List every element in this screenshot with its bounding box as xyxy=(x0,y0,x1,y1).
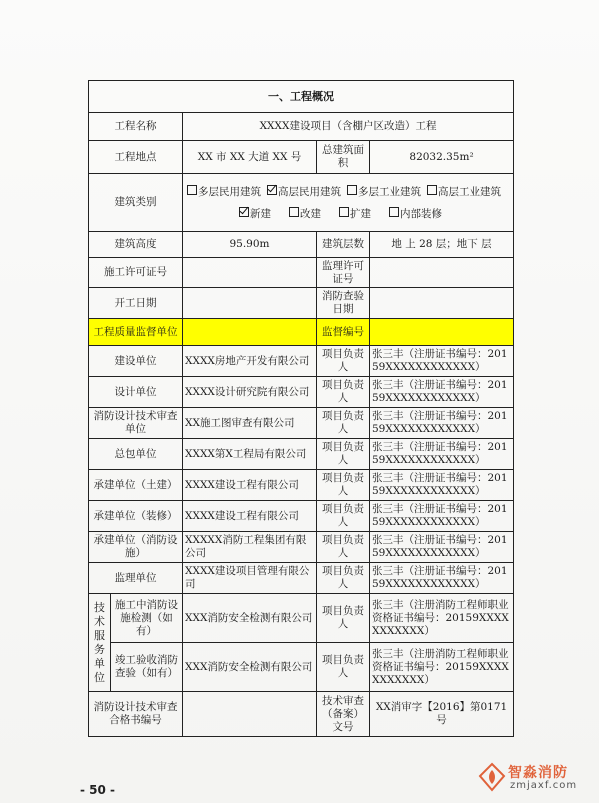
supervision-code-label: 监督编号 xyxy=(317,319,370,346)
checkbox-label: 高层工业建筑 xyxy=(438,185,501,198)
checkbox-empty-icon xyxy=(339,207,349,217)
start-date-value xyxy=(183,288,317,319)
tech-service-person: 张三丰（注册消防工程师职业资格证书编号：20159XXXXXXXXXXX） xyxy=(370,594,514,643)
construction-type-options xyxy=(185,203,511,225)
unit-person: 张三丰（注册证书编号：20159XXXXXXXXXXXX） xyxy=(370,470,514,501)
unit-label: 消防设计技术审查单位 xyxy=(89,408,183,439)
review-doc-value: XX消审字【2016】第0171号 xyxy=(370,692,514,737)
page-number: - 50 - xyxy=(80,783,116,797)
checkbox-option xyxy=(339,207,371,221)
checkbox-option xyxy=(289,207,321,221)
unit-row xyxy=(89,439,514,470)
unit-label: 总包单位 xyxy=(89,439,183,470)
checkbox-option xyxy=(389,207,442,221)
unit-person: 张三丰（注册证书编号：20159XXXXXXXXXXXX） xyxy=(370,501,514,532)
project-overview-table xyxy=(88,80,514,737)
unit-row xyxy=(89,346,514,377)
unit-label: 监理单位 xyxy=(89,563,183,594)
project-name-value: XXXX建设项目（含棚户区改造）工程 xyxy=(183,113,514,141)
checkbox-empty-icon xyxy=(289,207,299,217)
brand-logo xyxy=(478,760,593,796)
checkbox-option xyxy=(187,185,261,199)
area-value: 82032.35m² xyxy=(370,141,514,174)
checkbox-checked-icon xyxy=(267,185,277,195)
tech-service-name: XXX消防安全检测有限公司 xyxy=(183,594,317,643)
supervision-code-value xyxy=(370,319,514,346)
unit-role: 项目负责人 xyxy=(317,501,370,532)
unit-name: XXXXX消防工程集团有限公司 xyxy=(183,532,317,563)
tech-service-name: XXX消防安全检测有限公司 xyxy=(183,643,317,692)
checkbox-option xyxy=(267,185,341,199)
height-value: 95.90m xyxy=(183,232,317,258)
unit-name: XXXX建设工程有限公司 xyxy=(183,501,317,532)
area-label: 总建筑面积 xyxy=(317,141,370,174)
tech-service-person: 张三丰（注册消防工程师职业资格证书编号：20159XXXXXXXXXXX） xyxy=(370,643,514,692)
unit-row xyxy=(89,563,514,594)
unit-person: 张三丰（注册证书编号：20159XXXXXXXXXXXX） xyxy=(370,346,514,377)
inspection-date-label: 消防查验日期 xyxy=(317,288,370,319)
start-date-label: 开工日期 xyxy=(89,288,183,319)
quality-supervisor-label: 工程质量监督单位 xyxy=(89,319,183,346)
unit-person: 张三丰（注册证书编号：20159XXXXXXXXXXXX） xyxy=(370,532,514,563)
project-name-label: 工程名称 xyxy=(89,113,183,141)
unit-row xyxy=(89,408,514,439)
checkbox-label: 内部装修 xyxy=(400,207,442,220)
building-type-label: 建筑类别 xyxy=(89,174,183,232)
height-label: 建筑高度 xyxy=(89,232,183,258)
unit-person: 张三丰（注册证书编号：20159XXXXXXXXXXXX） xyxy=(370,377,514,408)
checkbox-label: 高层民用建筑 xyxy=(278,185,341,198)
unit-name: XXXX第X工程局有限公司 xyxy=(183,439,317,470)
unit-person: 张三丰（注册证书编号：20159XXXXXXXXXXXX） xyxy=(370,563,514,594)
permit-label: 施工许可证号 xyxy=(89,258,183,288)
inspection-date-value xyxy=(370,288,514,319)
unit-label: 建设单位 xyxy=(89,346,183,377)
review-cert-value xyxy=(183,692,317,737)
checkbox-label: 新建 xyxy=(250,207,271,220)
unit-row xyxy=(89,377,514,408)
unit-name: XX施工图审查有限公司 xyxy=(183,408,317,439)
tech-service-role: 项目负责人 xyxy=(317,643,370,692)
unit-row xyxy=(89,470,514,501)
floors-value: 地 上 28 层；地下 层 xyxy=(370,232,514,258)
review-cert-label: 消防设计技术审查合格书编号 xyxy=(89,692,183,737)
unit-role: 项目负责人 xyxy=(317,346,370,377)
tech-service-row xyxy=(89,643,514,692)
tech-service-label: 施工中消防设施检测（如有） xyxy=(111,594,183,643)
checkbox-label: 多层民用建筑 xyxy=(198,185,261,198)
unit-person: 张三丰（注册证书编号：20159XXXXXXXXXXXX） xyxy=(370,439,514,470)
checkbox-option xyxy=(239,207,271,221)
checkbox-checked-icon xyxy=(239,207,249,217)
unit-name: XXXX设计研究院有限公司 xyxy=(183,377,317,408)
unit-role: 项目负责人 xyxy=(317,408,370,439)
unit-row xyxy=(89,501,514,532)
unit-name: XXXX房地产开发有限公司 xyxy=(183,346,317,377)
tech-service-label: 竣工验收消防查验（如有） xyxy=(111,643,183,692)
unit-role: 项目负责人 xyxy=(317,377,370,408)
tech-service-row xyxy=(89,594,514,643)
checkbox-label: 改建 xyxy=(300,207,321,220)
checkbox-empty-icon xyxy=(187,185,197,195)
unit-label: 承建单位（消防设施） xyxy=(89,532,183,563)
unit-role: 项目负责人 xyxy=(317,532,370,563)
checkbox-label: 扩建 xyxy=(350,207,371,220)
floors-label: 建筑层数 xyxy=(317,232,370,258)
checkbox-empty-icon xyxy=(347,185,357,195)
checkbox-label: 多层工业建筑 xyxy=(358,185,421,198)
supervision-permit-value xyxy=(370,258,514,288)
unit-label: 承建单位（装修） xyxy=(89,501,183,532)
unit-label: 承建单位（土建） xyxy=(89,470,183,501)
checkbox-option xyxy=(347,185,421,199)
logo-site: zmjaxf.com xyxy=(510,780,578,791)
unit-person: 张三丰（注册证书编号：20159XXXXXXXXXXXX） xyxy=(370,408,514,439)
logo-name: 智淼消防 xyxy=(508,765,568,781)
unit-row xyxy=(89,532,514,563)
location-label: 工程地点 xyxy=(89,141,183,174)
building-class-options xyxy=(185,181,511,203)
tech-service-group-label: 技术服务单位 xyxy=(89,594,111,692)
supervision-permit-label: 监理许可证号 xyxy=(317,258,370,288)
tech-service-role: 项目负责人 xyxy=(317,594,370,643)
location-value: XX 市 XX 大道 XX 号 xyxy=(183,141,317,174)
quality-supervisor-value xyxy=(183,319,317,346)
checkbox-empty-icon xyxy=(389,207,399,217)
building-type-options xyxy=(183,174,514,232)
checkbox-option xyxy=(427,185,501,199)
unit-role: 项目负责人 xyxy=(317,563,370,594)
unit-name: XXXX建设工程有限公司 xyxy=(183,470,317,501)
flame-icon xyxy=(478,762,506,792)
unit-name: XXXX建设项目管理有限公司 xyxy=(183,563,317,594)
unit-label: 设计单位 xyxy=(89,377,183,408)
section-title: 一、工程概况 xyxy=(89,81,514,113)
unit-role: 项目负责人 xyxy=(317,470,370,501)
permit-value xyxy=(183,258,317,288)
review-doc-label: 技术审查（备案）文号 xyxy=(317,692,370,737)
unit-role: 项目负责人 xyxy=(317,439,370,470)
checkbox-empty-icon xyxy=(427,185,437,195)
